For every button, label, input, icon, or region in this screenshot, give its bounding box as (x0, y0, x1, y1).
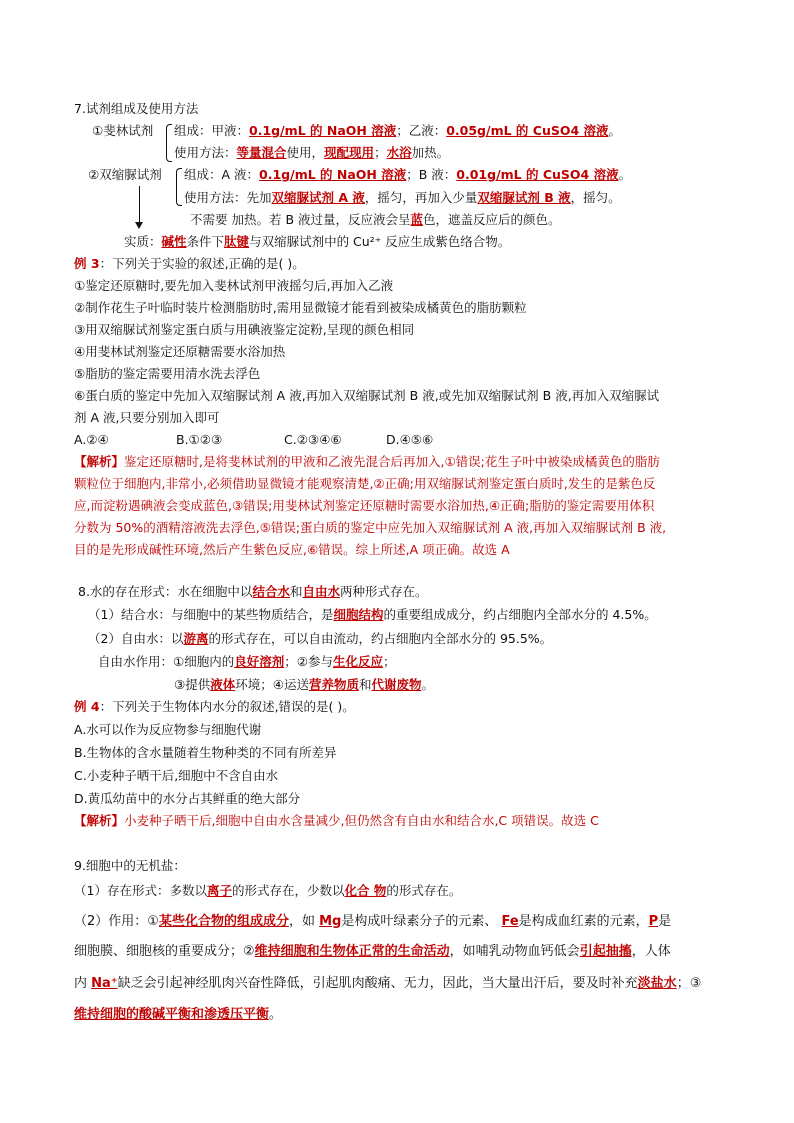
section8-fill-bound: 结合水 (252, 584, 290, 599)
salt-role-line-3 (74, 975, 701, 993)
salt-role-line-4 (74, 1006, 282, 1024)
biuret-usage-a-fill: 双缩脲试剂 A 液 (271, 190, 365, 205)
salt-role-mg: Mg (319, 914, 342, 929)
free-water-end: 的形式存在，可以自由流动，约占细胞内全部水分的 95.5%。 (208, 631, 553, 646)
biuret-usage (184, 189, 621, 207)
biuret-note (190, 211, 561, 229)
fehling-composition (174, 122, 621, 140)
fehling-yi-fill: 0.05g/mL 的 CuSO4 溶液 (446, 123, 609, 138)
salt-role-text-4: 是 (658, 914, 672, 929)
function2-fill-1: 液体 (210, 677, 236, 692)
function-fill-1: 良好溶剂 (234, 654, 285, 669)
salt-role-fill-1: 某些化合物的组成成分 (158, 914, 289, 929)
section8-title (78, 583, 428, 601)
biuret-note-fill: 蓝 (410, 212, 424, 227)
bound-water-prefix: （1）结合水：与细胞中的某些物质结合，是 (88, 607, 334, 622)
salt-role-p: P (648, 914, 659, 929)
example3-item: ⑥蛋白质的鉴定中先加入双缩脲试剂 A 液,再加入双缩脲试剂 B 液,或先加双缩脲试剂 B 液,再加入双缩脲试 (74, 388, 660, 403)
section8-title-prefix: 8.水的存在形式：水在细胞中以 (78, 584, 253, 599)
example4-option: A.水可以作为反应物参与细胞代谢 (74, 722, 262, 737)
biuret-b-fill: 0.01g/mL 的 CuSO4 溶液 (456, 167, 619, 182)
fehling-usage-fill-3: 现配现用 (324, 145, 375, 160)
fehling-reagent-label: ①斐林试剂 (92, 123, 154, 138)
essence-fill-1: 碱性 (161, 234, 187, 249)
fehling-usage-fill-5: 水浴 (386, 145, 412, 160)
fehling-usage-fill-1: 等量混合 (236, 145, 287, 160)
free-water-line (88, 630, 552, 648)
salt-role2-prefix: 细胞膜、细胞核的重要成分；② (74, 944, 255, 959)
example3-item: ④用斐林试剂鉴定还原糖需要水浴加热 (74, 344, 286, 359)
biuret-usage-b-fill: 双缩脲试剂 B 液 (477, 190, 571, 205)
free-water-fill: 游离 (183, 631, 209, 646)
essence-text-2: 条件下 (186, 234, 225, 249)
example3-label: 例 3 (74, 256, 100, 271)
salt-role-line-2 (74, 943, 671, 961)
bound-water-end: 的重要组成成分，约占细胞内全部水分的 4.5%。 (383, 607, 657, 622)
function2-fill-3: 代谢废物 (371, 677, 422, 692)
free-water-function-line (98, 653, 395, 671)
biuret-reagent-label: ②双缩脲试剂 (88, 167, 162, 182)
function2-mid: 环境；④运送 (235, 677, 309, 692)
fehling-composition-prefix: 组成：甲液： (174, 123, 250, 138)
free-water-function-line-2 (174, 676, 434, 694)
salt-role3-mid: 缺乏会引起神经肌肉兴奋性降低，引起肌肉酸痛、无力，因此，当大量出汗后，要及时补充 (117, 976, 638, 991)
essence-arrow-line (139, 186, 140, 224)
fehling-composition-end: 。 (608, 123, 622, 138)
essence-fill-3: 肽键 (224, 234, 250, 249)
salt-role-text-2: 是构成叶绿素分子的元素、 (341, 914, 502, 929)
section8-fill-free: 自由水 (302, 584, 340, 599)
essence-text-4: 与双缩脲试剂中的 Cu²⁺ 反应生成紫色络合物。 (249, 234, 511, 249)
example3-option-c: C.②③④⑥ (284, 432, 342, 447)
salt-role3-na: Na⁺ (91, 976, 118, 991)
example4-analysis-tag: 【解析】 (74, 813, 125, 828)
example4-option: D.黄瓜幼苗中的水分占其鲜重的绝大部分 (74, 791, 301, 806)
function2-end: 。 (421, 677, 435, 692)
function-fill-2: 生化反应 (332, 654, 383, 669)
example3-analysis-tag: 【解析】 (74, 454, 125, 469)
biuret-usage-prefix: 使用方法：先加 (184, 190, 272, 205)
example4-option: C.小麦种子晒干后,细胞中不含自由水 (74, 768, 279, 783)
example3-analysis-line: 颗粒位于细胞内,非常小,必须借助显微镜才能观察清楚,②正确;用双缩脲试剂鉴定蛋白质时,发生的是紫色反 (74, 476, 656, 491)
biuret-usage-end: ，摇匀。 (570, 190, 621, 205)
salt-form-fill-2: 化合 物 (344, 883, 387, 898)
example3-question (74, 255, 305, 273)
salt-form-mid: 的形式存在，少数以 (231, 883, 345, 898)
salt-role-text-3: 是构成血红素的元素， (518, 914, 649, 929)
function2-and: 和 (358, 677, 372, 692)
fehling-jia-fill: 0.1g/mL 的 NaOH 溶液 (249, 123, 397, 138)
example4-question-text: ：下列关于生物体内水分的叙述,错误的是( )。 (99, 699, 355, 714)
biuret-composition-mid: ；B 液： (406, 167, 457, 182)
salt-form-end: 的形式存在。 (386, 883, 462, 898)
function-prefix: 自由水作用：①细胞内的 (98, 654, 235, 669)
section7-title: 7.试剂组成及使用方法 (74, 101, 199, 116)
example3-item: 剂 A 液,只要分别加入即可 (74, 410, 220, 425)
example3-item: ①鉴定还原糖时,要先加入斐林试剂甲液摇匀后,再加入乙液 (74, 278, 394, 293)
fehling-usage-text-6: 加热。 (411, 145, 450, 160)
bound-water-line (88, 606, 657, 624)
salt-form-fill-1: 离子 (206, 883, 232, 898)
salt-role-line-1 (74, 913, 671, 931)
function-mid: ；②参与 (284, 654, 333, 669)
biuret-brace (176, 168, 182, 206)
fehling-brace (166, 124, 172, 162)
section8-title-end: 两种形式存在。 (339, 584, 428, 599)
salt-role-fe: Fe (501, 914, 519, 929)
salt-role-prefix: （2）作用：① (74, 914, 159, 929)
example4-label: 例 4 (74, 699, 100, 714)
biuret-essence (124, 233, 510, 251)
example4-question (74, 698, 355, 716)
example4-option: B.生物体的含水量随着生物种类的不同有所差异 (74, 745, 337, 760)
example4-analysis-text: 小麦种子晒干后,细胞中自由水含量减少,但仍然含有自由水和结合水,C 项错误。故选 C (124, 813, 599, 828)
fehling-usage-text-4: ； (374, 145, 387, 160)
fehling-usage (174, 144, 449, 162)
example3-analysis-line: 分数为 50%的酒精溶液洗去浮色,⑤错误;蛋白质的鉴定中应先加入双缩脲试剂 A 液,再加入双缩脲试剂 B 液, (74, 520, 667, 535)
example3-analysis-line (74, 453, 660, 471)
section8-title-mid: 和 (289, 584, 303, 599)
salt-role3-fill: 淡盐水 (637, 976, 677, 991)
example3-item: ③用双缩脲试剂鉴定蛋白质与用碘液鉴定淀粉,呈现的颜色相同 (74, 322, 415, 337)
example4-analysis (74, 812, 599, 830)
example3-question-text: ：下列关于实验的叙述,正确的是( )。 (99, 256, 305, 271)
salt-role3-end: ；③ (676, 976, 702, 991)
biuret-usage-mid: ，摇匀，再加入少量 (364, 190, 478, 205)
salt-form-prefix: （1）存在形式：多数以 (74, 883, 207, 898)
section9-title: 9.细胞中的无机盐： (74, 858, 186, 873)
salt-role-text-1: ，如 (288, 914, 320, 929)
fehling-composition-mid: ；乙液： (396, 123, 447, 138)
biuret-composition-prefix: 组成：A 液： (184, 167, 260, 182)
salt-role3-prefix: 内 (74, 976, 92, 991)
function2-fill-2: 营养物质 (308, 677, 359, 692)
biuret-a-fill: 0.1g/mL 的 NaOH 溶液 (259, 167, 407, 182)
salt-role2-mid: ，如哺乳动物血钙低会 (449, 944, 580, 959)
example3-item: ⑤脂肪的鉴定需要用清水洗去浮色 (74, 366, 261, 381)
function-end: ； (382, 654, 396, 669)
salt-role2-fill-2: 引起抽搐 (579, 944, 632, 959)
free-water-prefix: （2）自由水：以 (88, 631, 184, 646)
bound-water-fill: 细胞结构 (333, 607, 384, 622)
biuret-note-prefix: 不需要 加热。若 B 液过量，反应液会呈 (190, 212, 411, 227)
example3-analysis-text: 鉴定还原糖时,是将斐林试剂的甲液和乙液先混合后再加入,①错误;花生子叶中被染成橘黄色的脂肪 (124, 454, 660, 469)
fehling-usage-text-2: 使用， (286, 145, 325, 160)
essence-arrow-icon (135, 222, 143, 229)
salt-role2-fill-1: 维持细胞和生物体正常的生命活动 (254, 944, 450, 959)
example3-item: ②制作花生子叶临时装片检测脂肪时,需用显微镜才能看到被染成橘黄色的脂肪颗粒 (74, 300, 527, 315)
fehling-usage-prefix: 使用方法： (174, 145, 237, 160)
example3-option-a: A.②④ (74, 432, 109, 447)
salt-role2-end: ，人体 (631, 944, 671, 959)
example3-analysis-line: 目的是先形成碱性环境,然后产生紫色反应,⑥错误。综上所述,A 项正确。故选 A (74, 542, 510, 557)
function2-prefix: ③提供 (174, 677, 211, 692)
salt-role4-fill: 维持细胞的酸碱平衡和渗透压平衡 (74, 1007, 270, 1022)
salt-role4-end: 。 (269, 1007, 283, 1022)
biuret-note-end: 色，遮盖反应后的颜色。 (423, 212, 561, 227)
example3-analysis-line: 应,而淀粉遇碘液会变成蓝色,③错误;用斐林试剂鉴定还原糖时需要水浴加热,④正确;脂肪的鉴定需要用体积 (74, 498, 655, 513)
salt-form-line (74, 882, 461, 900)
example3-option-b: B.①②③ (176, 432, 223, 447)
example3-option-d: D.④⑤⑥ (386, 432, 434, 447)
biuret-composition (184, 166, 631, 184)
biuret-composition-end: 。 (618, 167, 632, 182)
essence-prefix: 实质： (124, 234, 162, 249)
